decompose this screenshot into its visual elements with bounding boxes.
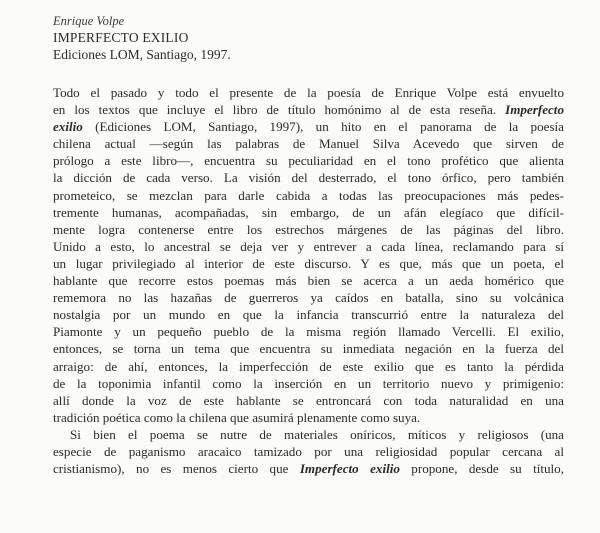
text-line: cristianismo), no es menos cierto que Imperfecto exilio propone, desde su título, — [53, 461, 564, 477]
text-line: nostalgia por un mundo en que la infancia transcurrió entre la naturaleza del — [53, 307, 564, 323]
paragraph-1 — [53, 84, 564, 426]
book-title: IMPERFECTO EXILIO — [53, 30, 189, 45]
text-line: prometeico, se mezclan para darle cabida a todas las preocupaciones más pedes- — [53, 187, 564, 203]
review-author: Enrique Volpe — [53, 14, 125, 28]
text-line: hablante que recorre estos poemas más bien se acerca a un aeda homérico que — [53, 273, 564, 289]
text-line: Piamonte y un pequeño pueblo de la misma región llamado Vercelli. El exilio, — [53, 324, 564, 340]
text-line: allí donde la voz de este hablante se entroncará con toda naturalidad en una — [53, 392, 564, 408]
text-line: en los textos que incluye el libro de título homónimo al de esta reseña. Imperfecto — [53, 102, 564, 118]
text-line: la dicción de cada verso. La visión del desterrado, el tono órfico, pero también — [53, 170, 564, 186]
text-line: prólogo a este libro—, encuentra su peculiaridad en el tono profético que alienta — [53, 153, 564, 169]
text-line: tremente humanas, acompañadas, sin embargo, de un afán elegíaco que difícil- — [53, 204, 564, 220]
review-body — [53, 84, 564, 477]
text-line: Unido a esto, lo ancestral se deja ver y entrever a cada línea, reclamando para sí — [53, 238, 564, 254]
text-line: de la toponimia infantil como la inserción en un territorio nuevo y primigenio: — [53, 375, 564, 391]
text-line: Todo el pasado y todo el presente de la poesía de Enrique Volpe está envuelto — [53, 85, 564, 100]
text-line: especie de paganismo aracaico tamizado por una religiosidad popular cercana al — [53, 443, 564, 459]
text-line: exilio (Ediciones LOM, Santiago, 1997), un hito en el panorama de la poesía — [53, 119, 564, 135]
publication-info: Ediciones LOM, Santiago, 1997. — [53, 47, 231, 62]
text-line: rememora no las hazañas de guerreros ya caídos en batalla, sino su volcánica — [53, 290, 564, 306]
text-line: mente logra contenerse entre los estrechos márgenes de las páginas del libro. — [53, 221, 564, 237]
text-line: arraigo: de ahí, entonces, la imperfección de este exilio que es tanto la pérdida — [53, 358, 564, 374]
text-line: entonces, se torna un tema que encuentra su inmediata negación en la fuerza del — [53, 341, 564, 357]
text-line: tradición poética como la chilena que asumirá plenamente como suya. — [53, 409, 421, 425]
paragraph-2 — [53, 426, 564, 477]
text-line: chilena actual —según las palabras de Manuel Silva Acevedo que sirven de — [53, 136, 564, 152]
text-line: un lugar privilegiado al interior de este discurso. Y es que, más que un poeta, el — [53, 255, 564, 271]
review-header — [53, 14, 553, 63]
text-line: Si bien el poema se nutre de materiales oníricos, míticos y religiosos (una — [70, 426, 564, 442]
